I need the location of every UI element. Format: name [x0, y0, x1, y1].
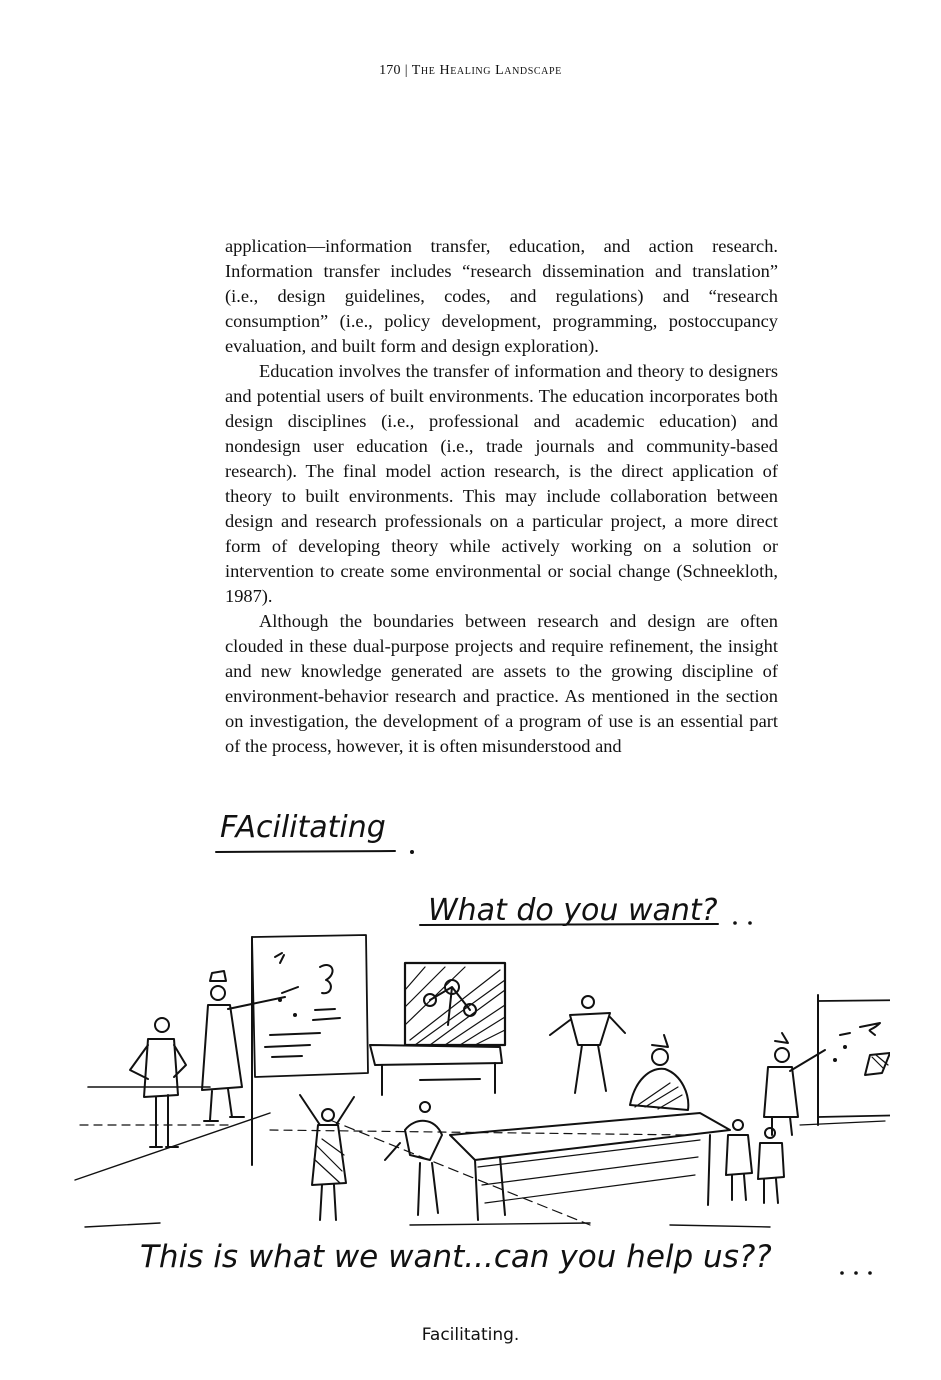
page-number: 170: [379, 63, 401, 78]
handwritten-title: FAcilitating: [220, 810, 386, 845]
paragraph-2: Education involves the transfer of information and theory to designers and potential users of built environments. The education incorporates both design disciplines (i.e., professional and academic education) and nondesign user education (i.e., trade journals and community-based research). The final model action research, is the direct application of theory to built environments. This may include collaboration between design and research professionals on a particular project, a more direct form of developing theory while actively working on a solution or intervention to create some environmental or social change (Schneekloth, 1987).: [225, 361, 778, 606]
running-head: [0, 63, 941, 79]
running-head-separator: |: [404, 63, 408, 78]
facilitating-sketch: [70, 795, 890, 1295]
paragraph-3: Although the boundaries between research and design are often clouded in these dual-purpose projects and require refinement, the insight and new knowledge generated are assets to the growing discipline of environment-behavior research and practice. As mentioned in the section on investigation, the development of a program of use is an essential part of the process, however, it is often misunderstood and: [225, 611, 778, 756]
book-title: The Healing Landscape: [411, 63, 562, 78]
handwritten-answer: This is what we want...can you help us??: [140, 1239, 772, 1275]
body-text: [225, 234, 778, 759]
figure-caption: Facilitating.: [421, 1325, 520, 1345]
handwritten-question: What do you want?: [428, 893, 718, 928]
paragraph-1: application—information transfer, education, and action research. Information transfer includes “research dissemination and translation” (i.e., design guidelines, codes, and regulations) and “research consumption” (i.e., policy development, programming, postoccupancy evaluation, and built form and design exploration).: [225, 236, 778, 356]
